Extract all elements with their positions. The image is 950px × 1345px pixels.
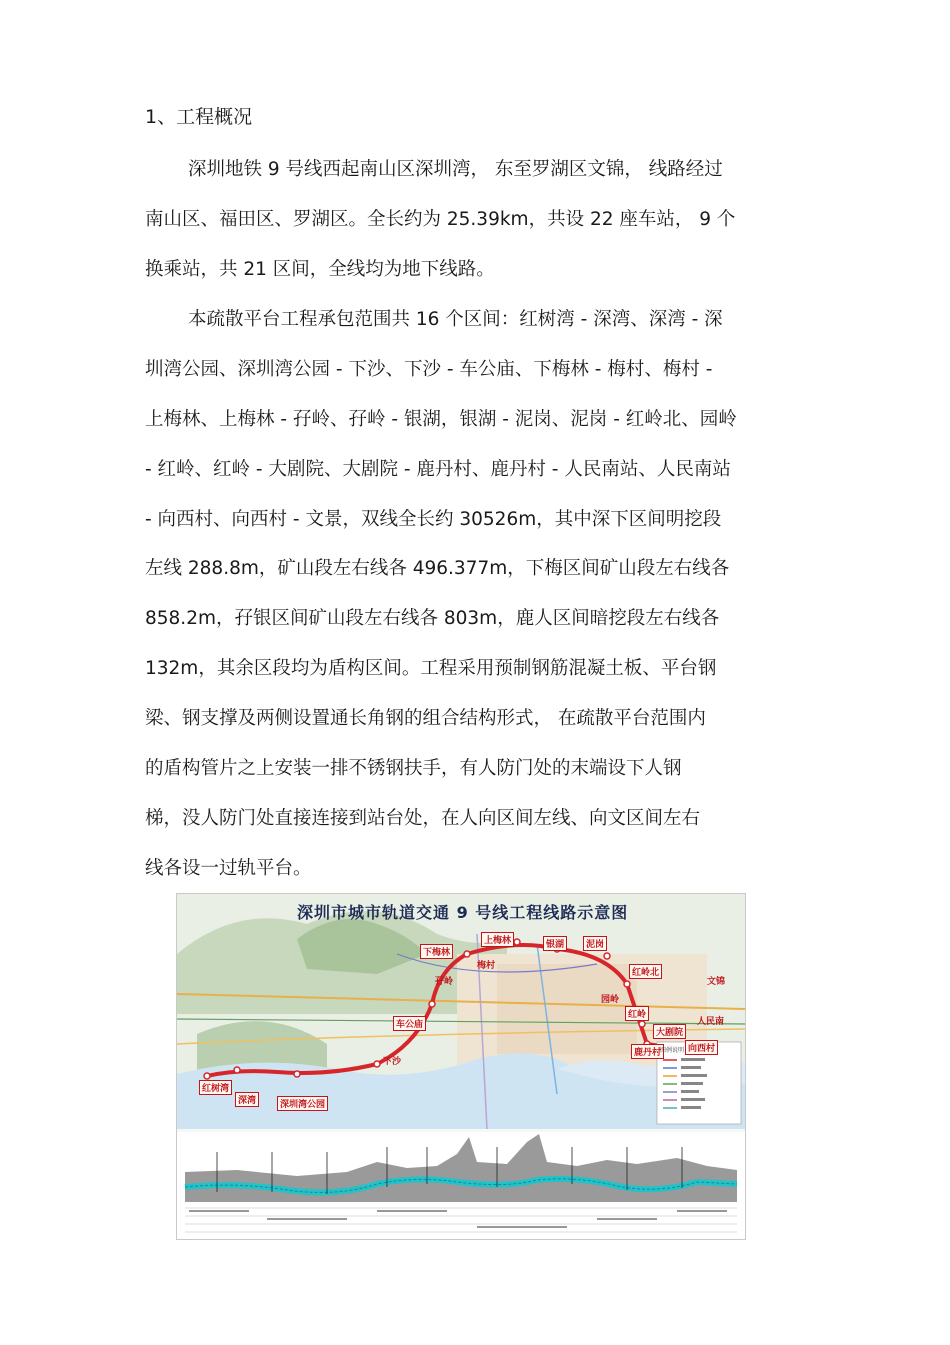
- paragraph-line: 线各设一过轨平台。: [145, 858, 312, 879]
- paragraph-line: 左线 288.8m，矿山段左右线各 496.377m，下梅区间矿山段左右线各: [145, 558, 730, 579]
- paragraph-line: 132m，其余区段均为盾构区间。工程采用预制钢筋混凝土板、平台钢: [145, 658, 717, 679]
- station-label: 鹿丹村: [631, 1044, 664, 1059]
- station-label: 文锦: [707, 977, 726, 987]
- station-label: 人民南: [697, 1017, 725, 1027]
- paragraph-line: 梯，没人防门处直接连接到站台处，在人向区间左线、向文区间左右: [145, 808, 701, 829]
- station-label: 深湾: [235, 1092, 259, 1107]
- paragraph-line: - 红岭、红岭 - 大剧院、大剧院 - 鹿丹村、鹿丹村 - 人民南站、人民南站: [145, 459, 731, 480]
- station-label: 孖岭: [435, 977, 454, 987]
- paragraph-line: 南山区、福田区、罗湖区。全长约为 25.39km，共设 22 座车站， 9 个: [145, 209, 736, 230]
- map-title: 深圳市城市轨道交通 9 号线工程线路示意图: [297, 903, 629, 922]
- paragraph-line: - 向西村、向西村 - 文景，双线全长约 30526m，其中深下区间明挖段: [145, 509, 722, 530]
- paragraph-line: 上梅林、上梅林 - 孖岭、孖岭 - 银湖，银湖 - 泥岗、泥岗 - 红岭北、园岭: [145, 409, 737, 430]
- station-label: 向西村: [685, 1040, 718, 1055]
- station-label: 红岭: [625, 1006, 649, 1021]
- station-label: 银湖: [543, 936, 567, 951]
- station-label: 下梅林: [420, 944, 453, 959]
- station-label: 深圳湾公园: [277, 1096, 328, 1111]
- route-map-figure: [176, 893, 746, 1240]
- station-label: 车公庙: [393, 1016, 426, 1031]
- route-map: [177, 894, 745, 1129]
- station-label: 红岭北: [629, 964, 662, 979]
- station-label: 梅村: [477, 961, 496, 971]
- paragraph-line: 圳湾公园、深圳湾公园 - 下沙、下沙 - 车公庙、下梅林 - 梅村、梅村 -: [145, 359, 713, 380]
- paragraph-line: 深圳地铁 9 号线西起南山区深圳湾， 东至罗湖区文锦， 线路经过: [188, 159, 723, 180]
- paragraph-line: 换乘站，共 21 区间，全线均为地下线路。: [145, 259, 495, 280]
- station-label: 大剧院: [653, 1024, 686, 1039]
- legend-title: 图例说明: [660, 1047, 685, 1054]
- station-label: 泥岗: [583, 936, 607, 951]
- station-label: 上梅林: [481, 932, 514, 947]
- station-label: 下沙: [383, 1057, 402, 1067]
- paragraph-line: 本疏散平台工程承包范围共 16 个区间：红树湾 - 深湾、深湾 - 深: [188, 309, 723, 330]
- station-label: 红树湾: [199, 1080, 232, 1095]
- section-heading: 1、工程概况: [145, 106, 253, 128]
- longitudinal-profile: [177, 1132, 745, 1239]
- paragraph-line: 858.2m，孖银区间矿山段左右线各 803m，鹿人区间暗挖段左右线各: [145, 608, 720, 629]
- paragraph-line: 梁、钢支撑及两侧设置通长角钢的组合结构形式， 在疏散平台范围内: [145, 708, 706, 729]
- station-label: 园岭: [601, 995, 620, 1005]
- paragraph-line: 的盾构管片之上安装一排不锈钢扶手，有人防门处的末端设下人钢: [145, 758, 682, 779]
